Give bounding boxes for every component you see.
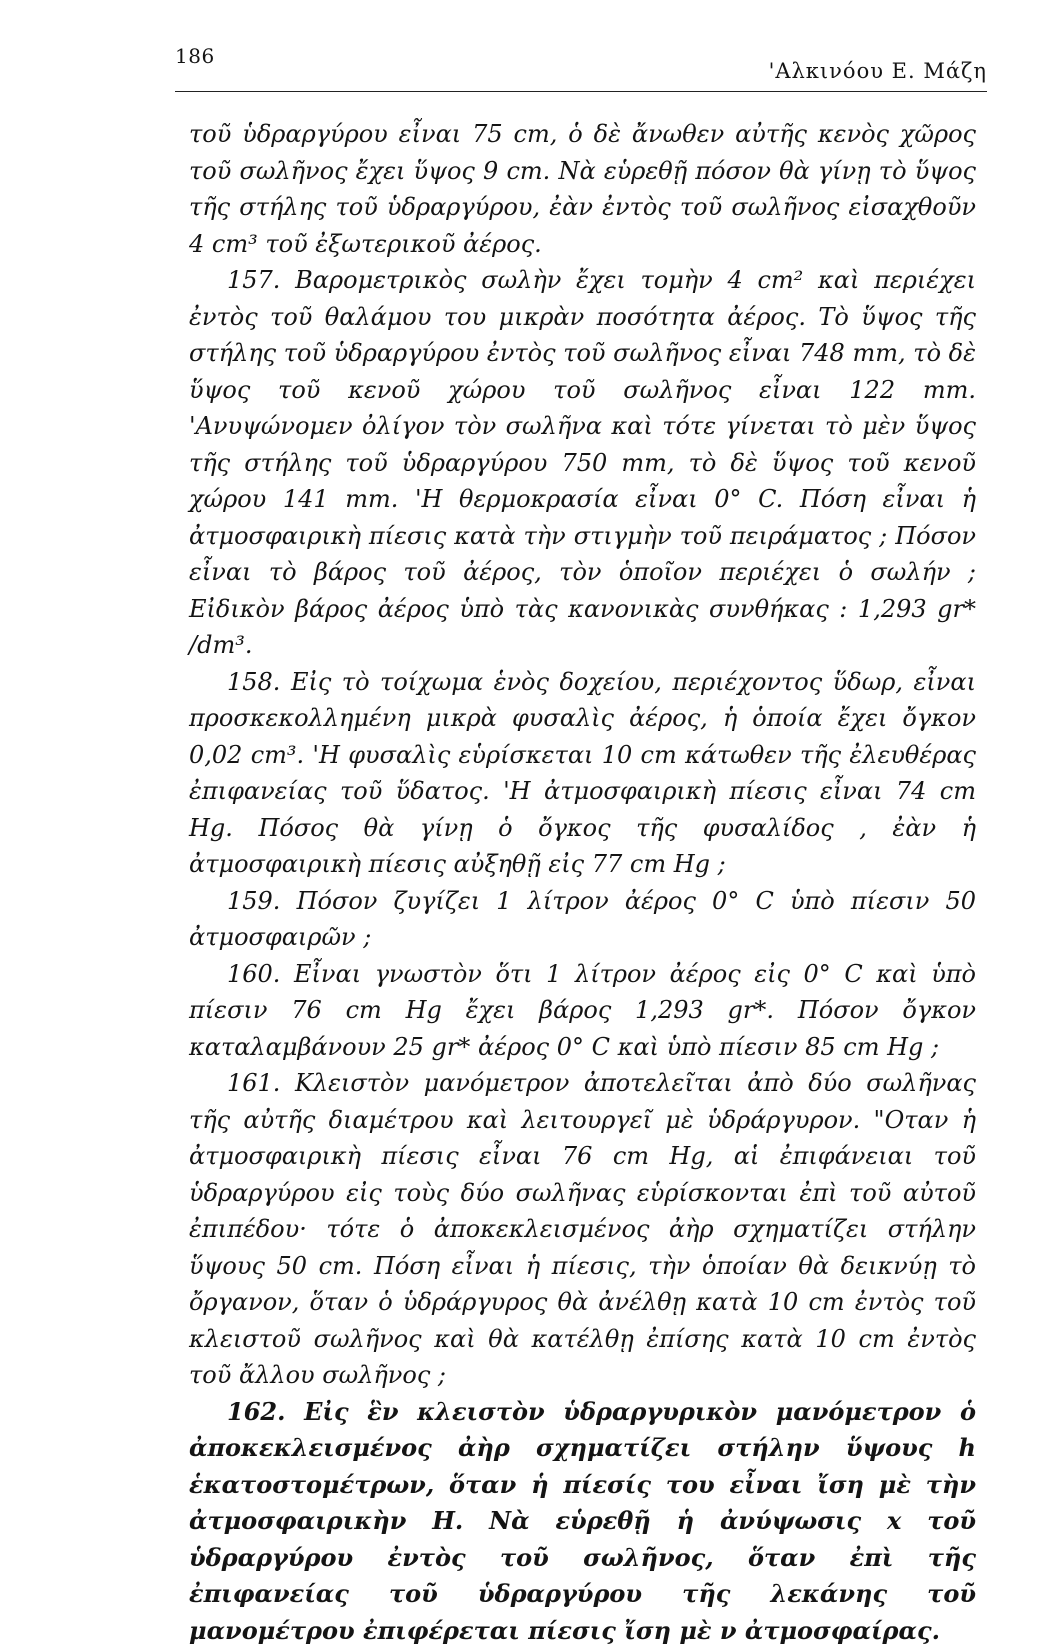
problem-157: 157. Βαρομετρικὸς σωλὴν ἔχει τομὴν 4 cm² καὶ περιέχει ἐντὸς τοῦ θαλάμου του μικρὰν ποσότητα ἀέρος. Τὸ ὕψος τῆς στήλης τοῦ ὑδραργύρου ἐντὸς τοῦ σωλῆνος εἶναι 748 mm, τὸ δὲ ὕψος τοῦ κενοῦ χώρου τοῦ σωλῆνος εἶναι 122 mm. 'Ανυψώνομεν ὀλίγον τὸν σωλῆνα καὶ τότε γίνεται τὸ μὲν ὕψος τῆς στήλης τοῦ ὑδραργύρου 750 mm, τὸ δὲ ὕψος τοῦ κενοῦ χώρου 141 mm. 'Η θερμοκρασία εἶναι 0° C. Πόση εἶναι ἡ ἀτμοσφαιρικὴ πίεσις κατὰ τὴν στιγμὴν τοῦ πειράματος ; Πόσον εἶναι τὸ βάρος τοῦ ἀέρος, τὸν ὁποῖον περιέχει ὁ σωλήν ; Εἰδικὸν βάρος ἀέρος ὑπὸ τὰς κανονικὰς συνθήκας : 1,293 gr* /dm³. — [189, 262, 976, 664]
page-header — [175, 44, 987, 94]
problem-159: 159. Πόσον ζυγίζει 1 λίτρον ἀέρος 0° C ὑπὸ πίεσιν 50 ἀτμοσφαιρῶν ; — [189, 883, 976, 956]
page-number: 186 — [175, 44, 215, 68]
page-body — [189, 116, 976, 1649]
problem-161: 161. Κλειστὸν μανόμετρον ἀποτελεῖται ἀπὸ δύο σωλῆνας τῆς αὐτῆς διαμέτρου καὶ λειτουργεῖ μὲ ὑδράργυρον. "Οταν ἡ ἀτμοσφαιρικὴ πίεσις εἶναι 76 cm Hg, αἱ ἐπιφάνειαι τοῦ ὑδραργύρου εἰς τοὺς δύο σωλῆνας εὑρίσκονται ἐπὶ τοῦ αὐτοῦ ἐπιπέδου· τότε ὁ ἀποκεκλεισμένος ἀὴρ σχηματίζει στήλην ὕψους 50 cm. Πόση εἶναι ἡ πίεσις, τὴν ὁποίαν θὰ δεικνύῃ τὸ ὄργανον, ὅταν ὁ ὑδράργυρος θὰ ἀνέλθῃ κατὰ 10 cm ἐντὸς τοῦ κλειστοῦ σωλῆνος καὶ θὰ κατέλθῃ ἐπίσης κατὰ 10 cm ἐντὸς τοῦ ἄλλου σωλῆνος ; — [189, 1065, 976, 1394]
header-rule — [175, 91, 987, 92]
problem-158: 158. Εἰς τὸ τοίχωμα ἑνὸς δοχείου, περιέχοντος ὕδωρ, εἶναι προσκεκολλημένη μικρὰ φυσαλὶς ἀέρος, ἡ ὁποία ἔχει ὄγκον 0,02 cm³. 'Η φυσαλὶς εὑρίσκεται 10 cm κάτωθεν τῆς ἐλευθέρας ἐπιφανείας τοῦ ὕδατος. 'Η ἀτμοσφαιρικὴ πίεσις εἶναι 74 cm Hg. Πόσος θὰ γίνῃ ὁ ὄγκος τῆς φυσαλίδος , ἐὰν ἡ ἀτμοσφαιρικὴ πίεσις αὐξηθῇ εἰς 77 cm Hg ; — [189, 664, 976, 883]
paragraph-156-continuation: τοῦ ὑδραργύρου εἶναι 75 cm, ὁ δὲ ἄνωθεν αὐτῆς κενὸς χῶρος τοῦ σωλῆνος ἔχει ὕψος 9 cm. Νὰ εὑρεθῇ πόσον θὰ γίνῃ τὸ ὕψος τῆς στήλης τοῦ ὑδραργύρου, ἐὰν ἐντὸς τοῦ σωλῆνος εἰσαχθοῦν 4 cm³ τοῦ ἐξωτερικοῦ ἀέρος. — [189, 116, 976, 262]
problem-162: 162. Εἰς ἓν κλειστὸν ὑδραργυρικὸν μανόμετρον ὁ ἀποκεκλεισμένος ἀὴρ σχηματίζει στήλην ὕψους h ἑκατοστομέτρων, ὅταν ἡ πίεσίς του εἶναι ἴση μὲ τὴν ἀτμοσφαιρικὴν H. Νὰ εὑρεθῇ ἡ ἀνύψωσις x τοῦ ὑδραργύρου ἐντὸς τοῦ σωλῆνος, ὅταν ἐπὶ τῆς ἐπιφανείας τοῦ ὑδραργύρου τῆς λεκάνης τοῦ μανομέτρου ἐπιφέρεται πίεσις ἴση μὲ ν ἀτμοσφαίρας. — [189, 1394, 976, 1649]
running-head-author: 'Αλκινόου Ε. Μάζη — [769, 59, 987, 83]
problem-160: 160. Εἶναι γνωστὸν ὅτι 1 λίτρον ἀέρος εἰς 0° C καὶ ὑπὸ πίεσιν 76 cm Hg ἔχει βάρος 1,293 gr*. Πόσον ὄγκον καταλαμβάνουν 25 gr* ἀέρος 0° C καὶ ὑπὸ πίεσιν 85 cm Hg ; — [189, 956, 976, 1066]
